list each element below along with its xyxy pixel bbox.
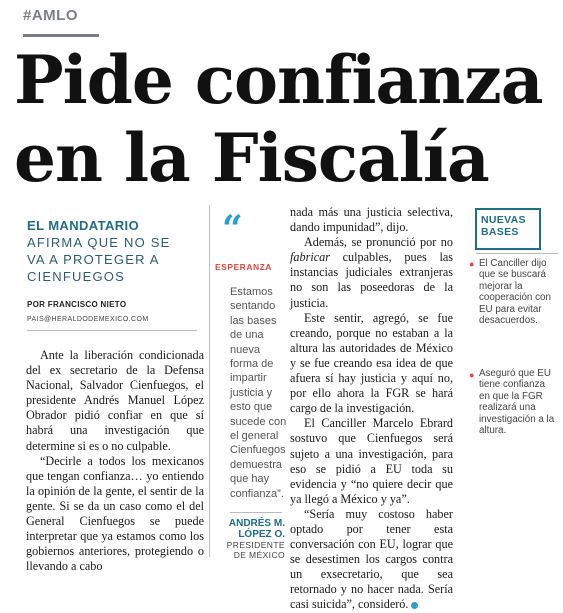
paragraph-text: “Sería muy costoso haber optado por tener esta conversación con EU, lograr que se desestimen los cargos contra un exsecretario, que sea retornado y no hacer nada. Sería casi suicida”, consideró. <box>290 506 453 612</box>
paragraph: El Canciller Marcelo Ebrard sostuvo que Cienfuegos será sujeto a una investigación, para eso se pidió a EU toda su evidencia y “no quiere decir que ya llegó a México y ya”. <box>290 416 453 506</box>
subhead-lead: EL MANDATARIO <box>27 218 140 233</box>
byline-email[interactable]: PAIS@HERALDODEMEXICO.COM <box>27 316 149 323</box>
paragraph-text: Además, se pronunció por no <box>304 235 453 250</box>
paragraph: Ante la liberación condicionada del ex secretario de la Defensa Nacional, Salvador Cienfuegos, el presidente Andrés Manuel López Obrador pidió confiar en que sí habrá una investigación que determine si es o no culpable. <box>26 348 204 453</box>
byline-author: POR FRANCISCO NIETO <box>27 300 127 309</box>
quote-author-line: ANDRÉS M. <box>228 518 285 529</box>
quote-author <box>215 518 285 540</box>
article-column-2 <box>290 205 453 613</box>
sidebar-divider <box>476 253 558 254</box>
paragraph <box>290 507 453 613</box>
quote-role-line: DE MÉXICO <box>233 549 285 560</box>
end-mark-icon <box>411 602 418 609</box>
quote-divider <box>209 205 210 557</box>
byline-divider <box>27 330 197 331</box>
paragraph-italic: fabricar <box>290 250 330 265</box>
sidebar-item: Aseguró que EU tiene confianza en que la FGR realizará una investigación a la altura. <box>479 368 555 437</box>
section-tag: #AMLO <box>23 7 78 24</box>
pull-quote-text: Estamos sentando las bases de una nueva forma de impartir justicia y esto que sucede con el general Cienfuegos demuestra que hay confianza”. <box>230 286 287 500</box>
headline-line-2: en la Fiscalía <box>14 119 489 197</box>
quote-mark-icon: “ <box>222 208 243 250</box>
subhead-text <box>27 234 197 285</box>
bullet-icon: ● <box>469 370 475 380</box>
section-tag-rule <box>23 34 99 37</box>
sidebar-title <box>481 214 537 238</box>
paragraph: nada más una justicia selectiva, dando impunidad”, dijo. <box>290 205 453 235</box>
quote-role <box>215 541 285 560</box>
sidebar-item: El Canciller dijo que se buscará mejorar la cooperación con EU para evitar desacuerdos. <box>479 258 551 327</box>
headline-line-1: Pide confianza <box>14 41 543 119</box>
paragraph-text: culpables, pues las instancias judiciales extranjeras no son las poseedoras de la justicia. <box>290 250 453 310</box>
subhead-line: CIENFUEGOS <box>27 269 125 284</box>
paragraph <box>290 235 453 310</box>
article-column-1 <box>26 348 204 574</box>
sidebar-title-line: NUEVAS <box>481 214 526 226</box>
quote-label: ESPERANZA <box>215 262 272 272</box>
quote-role-line: PRESIDENTE <box>226 540 285 550</box>
sidebar-title-line: BASES <box>481 226 519 238</box>
bullet-icon: ● <box>469 259 475 269</box>
subhead-line: AFIRMA QUE NO SE <box>27 235 171 250</box>
quote-rule <box>230 512 282 513</box>
paragraph: “Decirle a todos los mexicanos que tengan confianza… yo entiendo la opinión de la gente, el sentir de la gente. Si se da un caso como el del General Cienfuegos se puede interpretar que ya estamos como los gobiernos anteriores, protegiendo o llevando a cabo <box>26 453 204 574</box>
subhead-line: VA A PROTEGER A <box>27 252 160 267</box>
quote-author-line: LÓPEZ O. <box>238 529 285 540</box>
paragraph: Este sentir, agregó, se fue creando, porque no estaban a la altura las autoridades de México y se fue creando esa idea de que afuera sí hay justicia y aquí no, por ello ahora la FGR se hará cargo de la investigación. <box>290 310 453 416</box>
